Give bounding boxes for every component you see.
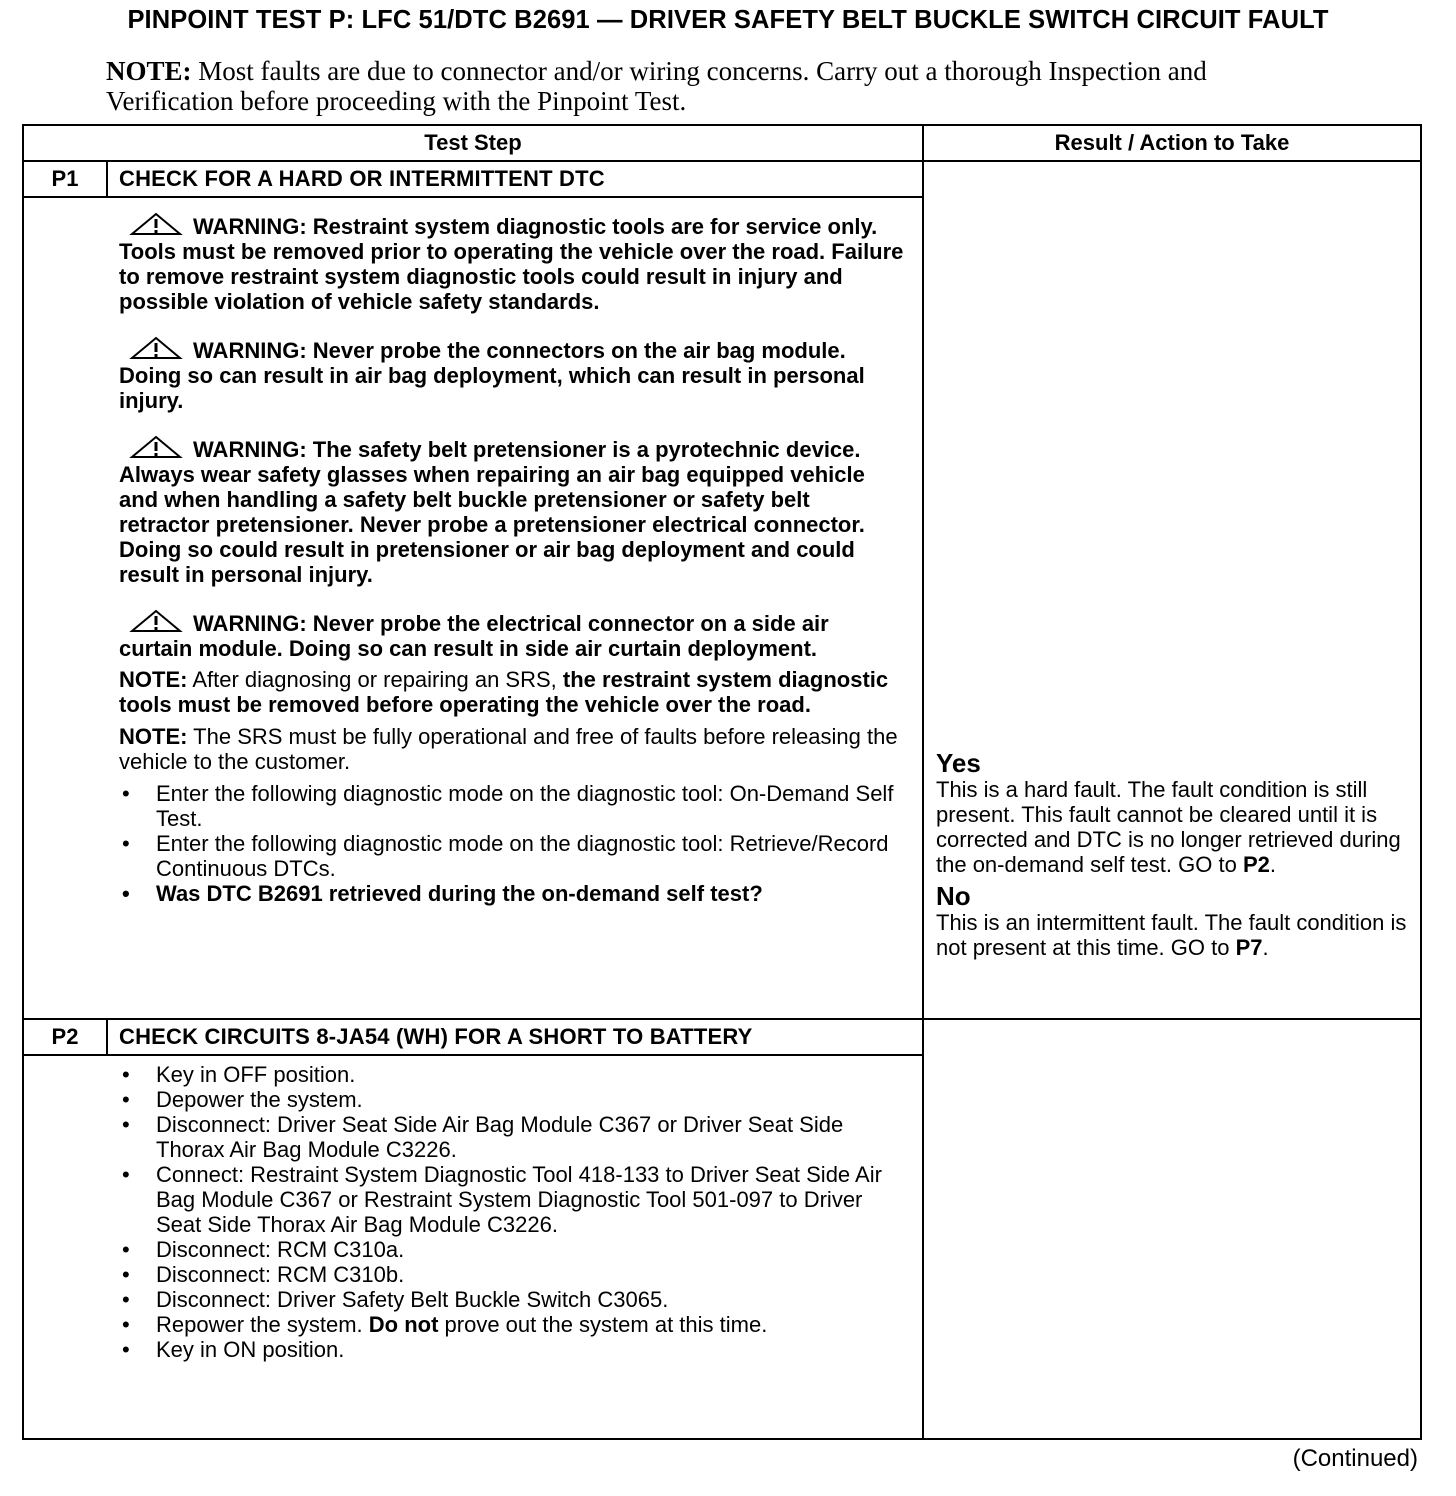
intro-note	[106, 56, 1306, 116]
warning-2: WARNING: Never probe the connectors on the air bag module. Doing so can result in air bag deployment, which can result in personal injury.	[119, 338, 865, 413]
warning-1: WARNING: Restraint system diagnostic tools are for service only. Tools must be removed prior to operating the vehicle over the road. Failure to remove restraint system diagnostic tools could result in injury and possible violation of vehicle safety standards.	[119, 214, 904, 314]
row-divider	[24, 1018, 1420, 1020]
warning-triangle-icon	[129, 336, 183, 360]
header-result: Result / Action to Take	[1054, 130, 1290, 155]
p1-content	[119, 212, 904, 906]
intro-note-label: NOTE:	[106, 56, 192, 86]
p2-content	[119, 1062, 904, 1362]
p2-bullet-list	[119, 1062, 904, 1362]
warning-triangle-icon	[129, 609, 183, 633]
p2-step-id: P2	[51, 1024, 79, 1049]
column-divider	[922, 126, 924, 1438]
list-item: • Repower the system. Do not prove out the system at this time.	[119, 1312, 904, 1337]
header-test-step: Test Step	[424, 130, 522, 155]
p2-id-divider	[106, 1018, 108, 1054]
result-yes-text: This is a hard fault. The fault condition is still present. This fault cannot be cleared until it is corrected and DTC is no longer retrieved during the on-demand self test. GO to P2.	[936, 777, 1401, 877]
continued-label: (Continued)	[1292, 1445, 1418, 1472]
header-divider	[24, 160, 1420, 162]
p1-bullet-list	[119, 781, 904, 906]
list-item: • Disconnect: Driver Seat Side Air Bag Module C367 or Driver Seat Side Thorax Air Bag Module C3226.	[119, 1112, 904, 1162]
page-title: PINPOINT TEST P: LFC 51/DTC B2691 — DRIVER SAFETY BELT BUCKLE SWITCH CIRCUIT FAULT	[127, 6, 1329, 34]
warning-triangle-icon	[129, 435, 183, 459]
list-item: • Depower the system.	[119, 1087, 904, 1112]
list-item: • Enter the following diagnostic mode on the diagnostic tool: Retrieve/Record Continuous DTCs.	[119, 831, 904, 881]
p1-id-divider	[106, 160, 108, 196]
list-item: • Disconnect: RCM C310b.	[119, 1262, 904, 1287]
result-no-text: This is an intermittent fault. The fault condition is not present at this time. GO to P7.	[936, 910, 1407, 960]
list-item: • Was DTC B2691 retrieved during the on-demand self test?	[119, 881, 904, 906]
p1-step-id: P1	[51, 166, 79, 191]
p1-title-divider	[24, 196, 922, 198]
list-item: • Key in ON position.	[119, 1337, 904, 1362]
p2-title-divider	[24, 1054, 922, 1056]
p1-note-2: NOTE: The SRS must be fully operational and free of faults before releasing the vehicle to the customer.	[119, 724, 898, 774]
result-no-label: No	[936, 881, 971, 911]
list-item: • Disconnect: RCM C310a.	[119, 1237, 904, 1262]
p1-note-1: NOTE: After diagnosing or repairing an SRS, the restraint system diagnostic tools must be removed before operating the vehicle over the road.	[119, 667, 889, 717]
pinpoint-table	[22, 124, 1422, 1440]
list-item: • Enter the following diagnostic mode on the diagnostic tool: On-Demand Self Test.	[119, 781, 904, 831]
list-item: • Connect: Restraint System Diagnostic Tool 418-133 to Driver Seat Side Air Bag Module C367 or Restraint System Diagnostic Tool 501-097 to Driver Seat Side Thorax Air Bag Module C3226.	[119, 1162, 904, 1237]
list-item: • Key in OFF position.	[119, 1062, 904, 1087]
intro-note-text: Most faults are due to connector and/or wiring concerns. Carry out a thorough Inspection and Verification before proceeding with the Pinpoint Test.	[106, 56, 1207, 116]
list-item: • Disconnect: Driver Safety Belt Buckle Switch C3065.	[119, 1287, 904, 1312]
warning-3: WARNING: The safety belt pretensioner is a pyrotechnic device. Always wear safety glasses when repairing an air bag equipped vehicle and when handling a safety belt buckle pretensioner or safety belt retractor pretensioner. Never probe a pretensioner electrical connector. Doing so could result in pretensioner or air bag deployment and could result in personal injury.	[119, 437, 865, 587]
p1-step-title: CHECK FOR A HARD OR INTERMITTENT DTC	[119, 166, 605, 191]
p2-step-title: CHECK CIRCUITS 8-JA54 (WH) FOR A SHORT TO BATTERY	[119, 1024, 753, 1049]
warning-triangle-icon	[129, 212, 183, 236]
warning-4: WARNING: Never probe the electrical connector on a side air curtain module. Doing so can result in side air curtain deployment.	[119, 611, 829, 661]
result-yes-label: Yes	[936, 748, 981, 778]
p1-result	[936, 750, 1416, 960]
